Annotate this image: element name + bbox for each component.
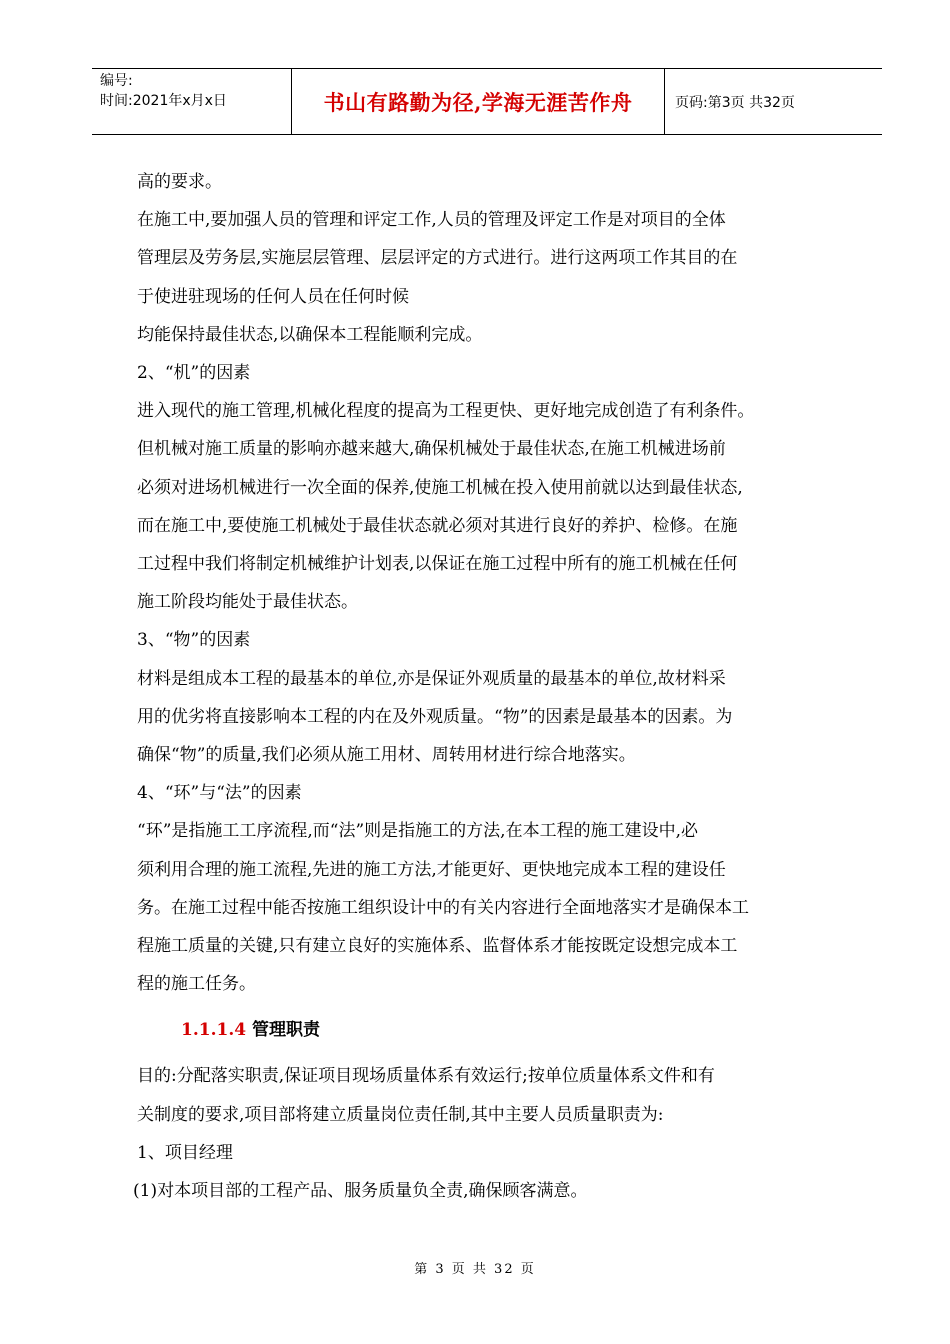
body-line: 进入现代的施工管理,机械化程度的提高为工程更快、更好地完成创造了有利条件。 <box>137 401 755 422</box>
body-line: 务。在施工过程中能否按施工组织设计中的有关内容进行全面地落实才是确保本工 <box>137 897 749 918</box>
page-header <box>92 68 882 135</box>
body-line: (1)对本项目部的工程产品、服务质量负全责,确保顾客满意。 <box>133 1181 588 1202</box>
body-line: 2、“机”的因素 <box>137 363 251 384</box>
body-line: 1、项目经理 <box>137 1142 233 1163</box>
body-line: 4、“环”与“法”的因素 <box>137 783 302 804</box>
section-number: 1.1.1.4 <box>181 1020 247 1041</box>
header-page-label: 页码:第3页 共32页 <box>675 94 795 111</box>
time-label: 时间:2021年x月x日 <box>100 93 227 109</box>
body-line: 而在施工中,要使施工机械处于最佳状态就必须对其进行良好的养护、检修。在施 <box>137 515 738 536</box>
page-footer: 第 3 页 共 32 页 <box>414 1262 536 1277</box>
section-title: 管理职责 <box>252 1020 320 1041</box>
body-line: 3、“物”的因素 <box>137 630 251 651</box>
body-line: 关制度的要求,项目部将建立质量岗位责任制,其中主要人员质量职责为: <box>137 1104 664 1125</box>
body-line: 确保“物”的质量,我们必须从施工用材、周转用材进行综合地落实。 <box>137 745 636 766</box>
body-line: 管理层及劳务层,实施层层管理、层层评定的方式进行。进行这两项工作其目的在 <box>137 248 738 269</box>
body-line: 均能保持最佳状态,以确保本工程能顺利完成。 <box>137 324 483 345</box>
header-meta <box>92 69 292 134</box>
body-line: “环”是指施工工序流程,而“法”则是指施工的方法,在本工程的施工建设中,必 <box>137 821 698 842</box>
header-motto: 书山有路勤为径,学海无涯苦作舟 <box>292 69 665 134</box>
body-line: 用的优劣将直接影响本工程的内在及外观质量。“物”的因素是最基本的因素。为 <box>137 706 733 727</box>
body-line: 但机械对施工质量的影响亦越来越大,确保机械处于最佳状态,在施工机械进场前 <box>137 439 726 460</box>
body-line: 施工阶段均能处于最佳状态。 <box>137 592 358 613</box>
serial-label: 编号: <box>100 73 133 89</box>
body-line: 须利用合理的施工流程,先进的施工方法,才能更好、更快地完成本工程的建设任 <box>137 859 726 880</box>
body-line: 工过程中我们将制定机械维护计划表,以保证在施工过程中所有的施工机械在任何 <box>137 554 738 575</box>
body-line: 于使进驻现场的任何人员在任何时候 <box>137 286 409 307</box>
section-heading <box>137 1003 847 1057</box>
body-line: 材料是组成本工程的最基本的单位,亦是保证外观质量的最基本的单位,故材料采 <box>137 668 726 689</box>
body-line: 目的:分配落实职责,保证项目现场质量体系有效运行;按单位质量体系文件和有 <box>137 1066 715 1087</box>
body-line: 在施工中,要加强人员的管理和评定工作,人员的管理及评定工作是对项目的全体 <box>137 210 726 231</box>
body-line: 高的要求。 <box>137 172 222 192</box>
body-line: 必须对进场机械进行一次全面的保养,使施工机械在投入使用前就以达到最佳状态, <box>137 477 743 498</box>
body-line: 程的施工任务。 <box>137 974 256 995</box>
document-body <box>133 163 847 1210</box>
body-line: 程施工质量的关键,只有建立良好的实施体系、监督体系才能按既定设想完成本工 <box>137 936 738 957</box>
